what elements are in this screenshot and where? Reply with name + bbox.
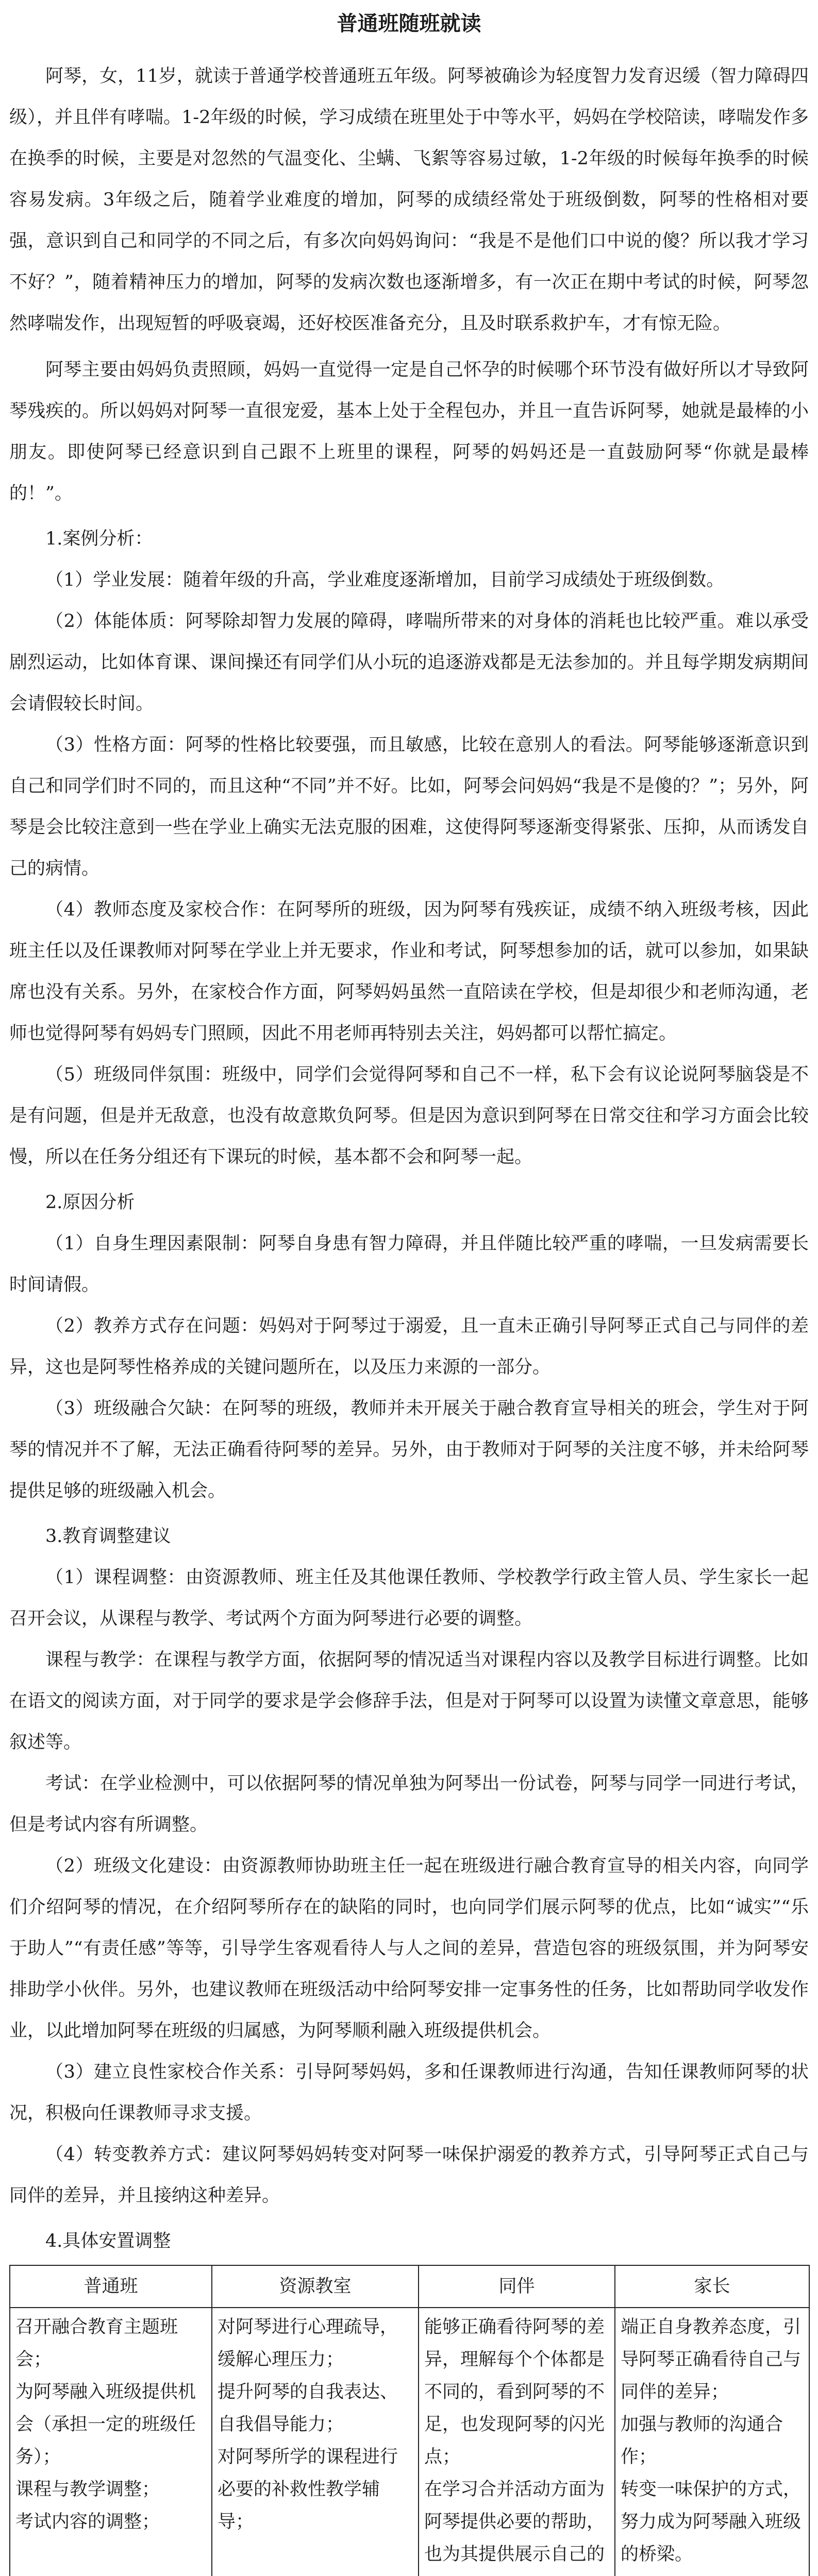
intro-paragraph-1: 阿琴，女，11岁，就读于普通学校普通班五年级。阿琴被确诊为轻度智力发育迟缓（智力障碍四级），并且伴有哮喘。1-2年级的时候，学习成绩在班里处于中等水平，妈妈在学校陪读，哮喘发作多在换季的时候，主要是对忽然的气温变化、尘螨、飞絮等容易过敏，1-2年级的时候每年换季的时候容易发病。3年级之后，随着学业难度的增加，阿琴的成绩经常处于班级倒数，阿琴的性格相对要强，意识到自己和同学的不同之后，有多次向妈妈询问：“我是不是他们口中说的傻？所以我才学习不好？”，随着精神压力的增加，阿琴的发病次数也逐渐增多，有一次正在期中考试的时候，阿琴忽然哮喘发作，出现短暂的呼吸衰竭，还好校医准备充分，且及时联系救护车，才有惊无险。 bbox=[9, 66, 809, 334]
cell-line: 加强与教师的沟通合作； bbox=[621, 2414, 783, 2467]
section-3-item-2: 课程与教学：在课程与教学方面，依据阿琴的情况适当对课程内容以及教学目标进行调整。比如在语文的阅读方面，对于同学的要求是学会修辞手法，但是对于阿琴可以设置为读懂文章意思，能够叙述等。 bbox=[9, 1650, 809, 1753]
table-row bbox=[10, 2308, 809, 2576]
section-3-item-5: （3）建立良性家校合作关系：引导阿琴妈妈，多和任课教师进行沟通，告知任课教师阿琴的状况，积极向任课教师寻求支援。 bbox=[9, 2062, 809, 2124]
placement-table bbox=[9, 2265, 810, 2576]
cell-line: 端正自身教养态度，引导阿琴正确看待自己与同伴的差异； bbox=[621, 2317, 802, 2402]
section-1-item-4: （4）教师态度及家校合作：在阿琴所的班级，因为阿琴有残疾证，成绩不纳入班级考核，因此班主任以及任课教师对阿琴在学业上并无要求，作业和考试，阿琴想参加的话，就可以参加，如果缺席也没有关系。另外，在家校合作方面，阿琴妈妈虽然一直陪读在学校，但是却很少和老师沟通，老师也觉得阿琴有妈妈专门照顾，因此不用老师再特别去关注，妈妈都可以帮忙搞定。 bbox=[9, 900, 809, 1044]
table-cell-regular-class bbox=[10, 2308, 212, 2576]
cell-line: 召开融合教育主题班会； bbox=[15, 2317, 178, 2370]
cell-line: 课程与教学调整； bbox=[15, 2479, 160, 2500]
table-cell-peers bbox=[419, 2308, 615, 2576]
intro-paragraph-2: 阿琴主要由妈妈负责照顾，妈妈一直觉得一定是自己怀孕的时候哪个环节没有做好所以才导致阿琴残疾的。所以妈妈对阿琴一直很宠爱，基本上处于全程包办，并且一直告诉阿琴，她就是最棒的小朋友。即使阿琴已经意识到自己跟不上班里的课程，阿琴的妈妈还是一直鼓励阿琴“你就是最棒的！”。 bbox=[9, 360, 809, 504]
section-1-item-2: （2）体能体质：阿琴除却智力发展的障碍，哮喘所带来的对身体的消耗也比较严重。难以承受剧烈运动，比如体育课、课间操还有同学们从小玩的追逐游戏都是无法参加的。并且每学期发病期间会请假较长时间。 bbox=[9, 611, 809, 714]
section-3-item-1: （1）课程调整：由资源教师、班主任及其他课任教师、学校教学行政主管人员、学生家长一起召开会议，从课程与教学、考试两个方面为阿琴进行必要的调整。 bbox=[9, 1567, 809, 1629]
section-2-item-1: （1）自身生理因素限制：阿琴自身患有智力障碍，并且伴随比较严重的哮喘，一旦发病需要长时间请假。 bbox=[9, 1233, 809, 1295]
cell-line: 转变一味保护的方式，努力成为阿琴融入班级的桥梁。 bbox=[621, 2479, 802, 2565]
cell-line: 对阿琴进行心理疏导，缓解心理压力； bbox=[218, 2317, 398, 2370]
section-1-item-1: （1）学业发展：随着年级的升高，学业难度逐渐增加，目前学习成绩处于班级倒数。 bbox=[45, 570, 725, 590]
cell-line: 考试内容的调整； bbox=[15, 2512, 160, 2532]
section-2-item-2: （2）教养方式存在问题：妈妈对于阿琴过于溺爱，且一直未正确引导阿琴正式自己与同伴的差异，这也是阿琴性格养成的关键问题所在，以及压力来源的一部分。 bbox=[9, 1316, 809, 1378]
table-cell-parents bbox=[615, 2308, 809, 2576]
table-header-parents: 家长 bbox=[615, 2265, 809, 2308]
cell-line: 对阿琴所学的课程进行必要的补救性教学辅导； bbox=[218, 2447, 398, 2532]
table-header-peers: 同伴 bbox=[419, 2265, 615, 2308]
section-4-heading: 4.具体安置调整 bbox=[45, 2231, 171, 2251]
table-cell-resource-room bbox=[212, 2308, 419, 2576]
cell-line: 在学习合并活动方面为阿琴提供必要的帮助，也为其提供展示自己的 bbox=[424, 2479, 605, 2565]
section-2-heading: 2.原因分析 bbox=[45, 1192, 135, 1213]
section-3-item-3: 考试：在学业检测中，可以依据阿琴的情况单独为阿琴出一份试卷，阿琴与同学一同进行考试，但是考试内容有所调整。 bbox=[9, 1773, 809, 1835]
cell-line: 能够正确看待阿琴的差异，理解每个个体都是不同的，看到阿琴的不足，也发现阿琴的闪光点； bbox=[424, 2317, 605, 2467]
cell-line: 提升阿琴的自我表达、自我倡导能力； bbox=[218, 2382, 398, 2435]
table-header-row bbox=[10, 2265, 809, 2308]
section-3-heading: 3.教育调整建议 bbox=[45, 1526, 171, 1547]
document-title: 普通班随班就读 bbox=[337, 11, 481, 36]
section-3-item-4: （2）班级文化建设：由资源教师协助班主任一起在班级进行融合教育宣导的相关内容，向同学们介绍阿琴的情况，在介绍阿琴所存在的缺陷的同时，也向同学们展示阿琴的优点，比如“诚实”“乐于助人”“有责任感”等等，引导学生客观看待人与人之间的差异，营造包容的班级氛围，并为阿琴安排助学小伙伴。另外，也建议教师在班级活动中给阿琴安排一定事务性的任务，比如帮助同学收发作业，以此增加阿琴在班级的归属感，为阿琴顺利融入班级提供机会。 bbox=[9, 1856, 809, 2041]
section-1-heading: 1.案例分析： bbox=[45, 529, 153, 549]
section-1-item-3: （3）性格方面：阿琴的性格比较要强，而且敏感，比较在意别人的看法。阿琴能够逐渐意识到自己和同学们时不同的，而且这种“不同”并不好。比如，阿琴会问妈妈“我是不是傻的？”；另外，阿琴是会比较注意到一些在学业上确实无法克服的困难，这使得阿琴逐渐变得紧张、压抑，从而诱发自己的病情。 bbox=[9, 735, 809, 879]
cell-line: 为阿琴融入班级提供机会（承担一定的班级任务）； bbox=[15, 2382, 196, 2467]
table-header-regular-class: 普通班 bbox=[10, 2265, 212, 2308]
section-2-item-3: （3）班级融合欠缺：在阿琴的班级，教师并未开展关于融合教育宣导相关的班会，学生对于阿琴的情况并不了解，无法正确看待阿琴的差异。另外，由于教师对于阿琴的关注度不够，并未给阿琴提供足够的班级融入机会。 bbox=[9, 1398, 809, 1501]
section-3-item-6: （4）转变教养方式：建议阿琴妈妈转变对阿琴一味保护溺爱的教养方式，引导阿琴正式自己与同伴的差异，并且接纳这种差异。 bbox=[9, 2144, 809, 2206]
table-header-resource-room: 资源教室 bbox=[212, 2265, 419, 2308]
section-1-item-5: （5）班级同伴氛围：班级中，同学们会觉得阿琴和自己不一样，私下会有议论说阿琴脑袋是不是有问题，但是并无敌意，也没有故意欺负阿琴。但是因为意识到阿琴在日常交往和学习方面会比较慢，所以在任务分组还有下课玩的时候，基本都不会和阿琴一起。 bbox=[9, 1064, 809, 1167]
